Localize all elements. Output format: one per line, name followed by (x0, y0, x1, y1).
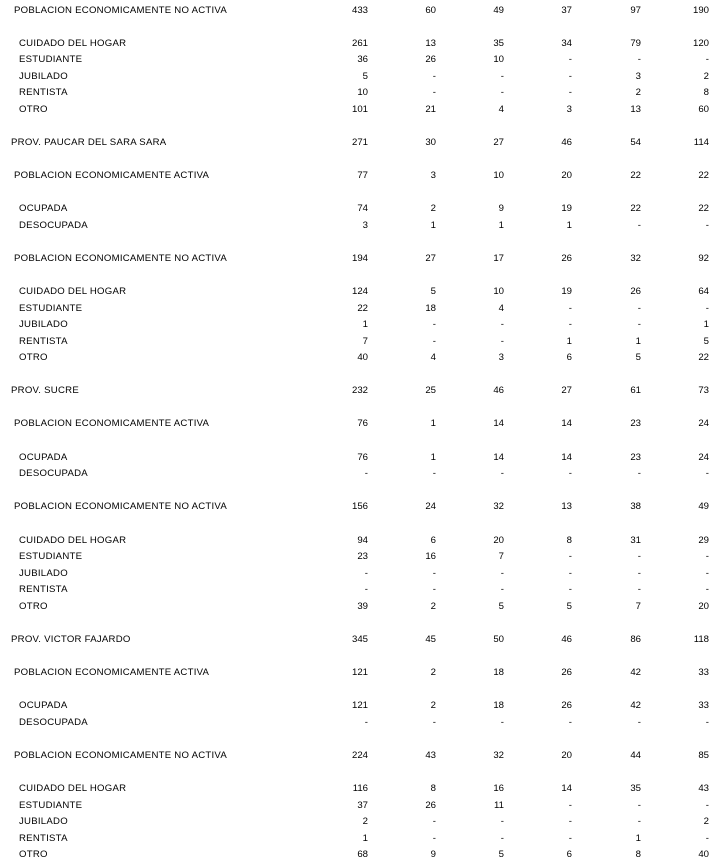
row-value-col-6: - (705, 54, 709, 65)
row-value-col-6: - (705, 800, 709, 811)
row-value-col-6: 49 (698, 501, 709, 512)
row-value-col-2: 18 (425, 303, 436, 314)
row-value-total-col: 345 (351, 634, 368, 645)
row-value-total-col: 116 (352, 783, 368, 794)
row-value-col-3: - (500, 816, 504, 827)
row-value-col-5: 2 (635, 87, 641, 98)
row-value-col-5: 31 (630, 535, 641, 546)
row-value-col-6: 190 (692, 5, 709, 16)
row-value-col-4: 13 (561, 501, 572, 512)
row-value-col-4: - (568, 568, 572, 579)
row-value-total-col: 124 (351, 286, 368, 297)
row-label: OTRO (19, 104, 48, 115)
row-value-col-5: 42 (630, 667, 641, 678)
row-value-col-6: - (705, 303, 709, 314)
row-value-col-6: 22 (698, 203, 709, 214)
table-row (0, 600, 712, 614)
row-value-col-5: 44 (630, 750, 641, 761)
row-value-col-2: 2 (430, 700, 436, 711)
row-value-col-3: 4 (498, 303, 504, 314)
row-value-col-4: - (568, 584, 572, 595)
row-value-col-5: - (637, 468, 641, 479)
row-value-col-5: - (637, 319, 641, 330)
row-value-col-4: 6 (566, 352, 572, 363)
row-value-total-col: 76 (357, 452, 368, 463)
row-value-col-5: 26 (630, 286, 641, 297)
row-value-col-6: 33 (698, 700, 709, 711)
row-value-col-6: 40 (698, 849, 709, 860)
row-value-col-4: 3 (566, 104, 572, 115)
row-value-total-col: 77 (357, 170, 368, 181)
table-row (0, 53, 712, 67)
row-value-col-5: 22 (630, 203, 641, 214)
row-label: OTRO (19, 849, 48, 860)
row-label: POBLACION ECONOMICAMENTE ACTIVA (14, 667, 210, 678)
row-label: PROV. VICTOR FAJARDO (11, 634, 131, 645)
row-value-col-4: - (568, 468, 572, 479)
row-value-col-6: 24 (698, 452, 709, 463)
row-value-col-2: - (432, 816, 436, 827)
table-row (0, 169, 712, 183)
row-value-col-5: 23 (630, 452, 641, 463)
row-value-col-2: 1 (430, 452, 436, 463)
table-row (0, 799, 712, 813)
row-value-col-2: 45 (425, 634, 436, 645)
row-value-total-col: - (364, 717, 368, 728)
row-label: RENTISTA (19, 87, 68, 98)
row-value-total-col: 156 (351, 501, 368, 512)
row-value-col-5: 61 (630, 385, 641, 396)
row-value-total-col: 36 (357, 54, 368, 65)
table-row (0, 815, 712, 829)
row-value-col-5: 13 (630, 104, 641, 115)
row-value-total-col: 40 (357, 352, 368, 363)
row-value-col-6: 22 (698, 170, 709, 181)
row-value-col-6: - (705, 717, 709, 728)
table-row (0, 699, 712, 713)
row-value-col-4: 14 (561, 418, 572, 429)
row-value-col-2: 26 (425, 54, 436, 65)
row-value-col-4: 27 (561, 385, 572, 396)
row-label: JUBILADO (19, 71, 68, 82)
row-value-total-col: 68 (357, 849, 368, 860)
row-value-col-5: - (637, 717, 641, 728)
row-value-col-5: - (637, 303, 641, 314)
row-value-col-5: - (637, 816, 641, 827)
row-value-col-6: 118 (693, 634, 709, 645)
row-label: CUIDADO DEL HOGAR (19, 783, 127, 794)
row-value-col-2: - (432, 336, 436, 347)
table-row (0, 749, 712, 763)
row-value-col-3: 50 (493, 634, 504, 645)
row-value-col-2: - (432, 584, 436, 595)
row-label: POBLACION ECONOMICAMENTE NO ACTIVA (14, 253, 228, 264)
row-value-total-col: 10 (357, 87, 368, 98)
row-value-col-3: 32 (493, 750, 504, 761)
row-value-col-2: 5 (430, 286, 436, 297)
row-value-col-2: - (432, 468, 436, 479)
row-value-col-3: 18 (493, 667, 504, 678)
row-value-col-6: - (705, 568, 709, 579)
row-value-col-6: 22 (698, 352, 709, 363)
row-value-col-3: 4 (498, 104, 504, 115)
row-value-col-2: 1 (430, 418, 436, 429)
table-row (0, 4, 712, 18)
row-value-col-4: 46 (561, 634, 572, 645)
row-value-col-6: 114 (693, 137, 709, 148)
row-value-col-5: 97 (630, 5, 641, 16)
row-value-col-5: 35 (630, 783, 641, 794)
table-row (0, 285, 712, 299)
row-label: DESOCUPADA (19, 468, 88, 479)
row-value-col-4: 37 (561, 5, 572, 16)
row-value-col-3: - (500, 833, 504, 844)
row-value-col-2: - (432, 568, 436, 579)
row-value-total-col: 94 (357, 535, 368, 546)
row-value-col-4: 6 (566, 849, 572, 860)
table-row (0, 86, 712, 100)
row-value-col-2: 2 (430, 667, 436, 678)
row-label: DESOCUPADA (19, 717, 88, 728)
row-value-col-5: 23 (630, 418, 641, 429)
row-label: ESTUDIANTE (19, 303, 83, 314)
row-value-col-5: 8 (635, 849, 641, 860)
row-value-col-4: 26 (561, 700, 572, 711)
row-value-col-3: - (500, 717, 504, 728)
row-value-col-5: - (637, 568, 641, 579)
row-value-total-col: 433 (351, 5, 368, 16)
row-value-col-5: 86 (630, 634, 641, 645)
row-value-total-col: 232 (351, 385, 368, 396)
row-value-col-2: 24 (425, 501, 436, 512)
row-value-col-6: 85 (698, 750, 709, 761)
row-value-col-5: - (637, 54, 641, 65)
table-row (0, 467, 712, 481)
row-value-col-3: 14 (493, 418, 504, 429)
row-value-col-6: 20 (698, 601, 709, 612)
table-row (0, 103, 712, 117)
row-value-col-5: 38 (630, 501, 641, 512)
row-value-col-5: 54 (630, 137, 641, 148)
row-value-col-3: 17 (493, 253, 504, 264)
row-value-col-5: 22 (630, 170, 641, 181)
row-value-total-col: 121 (351, 667, 368, 678)
row-value-col-6: 2 (703, 71, 709, 82)
row-value-total-col: 1 (362, 319, 368, 330)
row-label: PROV. SUCRE (11, 385, 79, 396)
row-value-col-5: 42 (630, 700, 641, 711)
row-value-col-6: 1 (703, 319, 709, 330)
row-label: RENTISTA (19, 833, 68, 844)
row-value-col-6: 64 (698, 286, 709, 297)
row-value-col-3: 10 (493, 170, 504, 181)
row-value-total-col: - (364, 568, 368, 579)
table-row (0, 417, 712, 431)
row-label: CUIDADO DEL HOGAR (19, 38, 127, 49)
row-value-total-col: 7 (362, 336, 368, 347)
row-value-total-col: 37 (357, 800, 368, 811)
row-label: JUBILADO (19, 816, 68, 827)
table-row (0, 252, 712, 266)
row-value-col-4: 5 (566, 601, 572, 612)
row-value-col-4: 20 (561, 170, 572, 181)
row-value-total-col: - (364, 584, 368, 595)
table-row (0, 219, 712, 233)
row-value-total-col: 101 (351, 104, 368, 115)
row-value-col-6: - (705, 220, 709, 231)
row-value-col-4: 34 (561, 38, 572, 49)
row-value-total-col: 271 (351, 137, 368, 148)
row-value-col-4: 14 (561, 452, 572, 463)
table-row (0, 583, 712, 597)
row-value-col-5: 32 (630, 253, 641, 264)
row-value-col-6: 2 (703, 816, 709, 827)
row-value-col-2: 26 (425, 800, 436, 811)
row-value-col-5: - (637, 584, 641, 595)
table-row (0, 782, 712, 796)
row-value-col-2: - (432, 319, 436, 330)
row-value-col-3: 1 (498, 220, 504, 231)
row-value-col-6: 73 (698, 385, 709, 396)
row-label: ESTUDIANTE (19, 551, 83, 562)
row-value-total-col: 5 (362, 71, 368, 82)
row-value-total-col: 261 (351, 38, 368, 49)
row-value-col-4: 19 (561, 286, 572, 297)
row-value-col-2: 8 (430, 783, 436, 794)
row-label: OCUPADA (19, 452, 68, 463)
row-label: POBLACION ECONOMICAMENTE NO ACTIVA (14, 750, 228, 761)
row-value-col-6: - (705, 551, 709, 562)
table-row (0, 302, 712, 316)
row-value-col-2: 60 (425, 5, 436, 16)
row-value-col-5: - (637, 800, 641, 811)
row-label: OTRO (19, 601, 48, 612)
row-value-col-4: 20 (561, 750, 572, 761)
row-value-col-4: - (568, 717, 572, 728)
row-value-col-6: 8 (703, 87, 709, 98)
row-value-col-3: - (500, 336, 504, 347)
row-value-total-col: 23 (357, 551, 368, 562)
row-label: PROV. PAUCAR DEL SARA SARA (11, 137, 167, 148)
row-value-col-6: 5 (703, 336, 709, 347)
row-value-col-4: - (568, 833, 572, 844)
row-value-col-4: - (568, 800, 572, 811)
row-value-col-2: 2 (430, 203, 436, 214)
row-value-col-3: 27 (493, 137, 504, 148)
table-row (0, 136, 712, 150)
row-value-col-3: 32 (493, 501, 504, 512)
row-value-col-2: 25 (425, 385, 436, 396)
row-value-col-3: - (500, 568, 504, 579)
row-value-col-3: - (500, 584, 504, 595)
table-row (0, 848, 712, 862)
row-value-col-2: 2 (430, 601, 436, 612)
row-value-col-4: 26 (561, 667, 572, 678)
table-row (0, 318, 712, 332)
row-value-col-6: - (705, 833, 709, 844)
row-label: ESTUDIANTE (19, 54, 83, 65)
table-row (0, 534, 712, 548)
row-value-col-3: 11 (494, 800, 504, 811)
row-value-col-3: 10 (493, 286, 504, 297)
row-value-col-3: 9 (498, 203, 504, 214)
row-value-col-4: - (568, 551, 572, 562)
row-value-col-3: 20 (493, 535, 504, 546)
row-value-col-4: 14 (561, 783, 572, 794)
row-value-col-4: - (568, 319, 572, 330)
table-row (0, 567, 712, 581)
row-value-col-6: - (705, 584, 709, 595)
row-value-col-6: 33 (698, 667, 709, 678)
row-value-col-3: - (500, 468, 504, 479)
row-value-col-3: 10 (493, 54, 504, 65)
row-value-col-5: 79 (630, 38, 641, 49)
row-value-col-4: - (568, 54, 572, 65)
table-row (0, 500, 712, 514)
row-value-col-4: - (568, 71, 572, 82)
row-label: POBLACION ECONOMICAMENTE NO ACTIVA (14, 501, 228, 512)
row-label: OCUPADA (19, 700, 68, 711)
row-value-col-2: 30 (425, 137, 436, 148)
table-row (0, 451, 712, 465)
row-value-col-5: - (637, 551, 641, 562)
row-value-col-4: 19 (561, 203, 572, 214)
row-value-col-3: - (500, 87, 504, 98)
table-row (0, 335, 712, 349)
table-row (0, 550, 712, 564)
row-value-col-3: 5 (498, 849, 504, 860)
row-value-col-4: 46 (561, 137, 572, 148)
row-value-col-4: - (568, 816, 572, 827)
row-value-total-col: 224 (351, 750, 368, 761)
row-value-col-3: 5 (498, 601, 504, 612)
row-value-total-col: 39 (357, 601, 368, 612)
row-label: DESOCUPADA (19, 220, 88, 231)
row-value-col-3: 3 (498, 352, 504, 363)
row-value-col-4: 8 (566, 535, 572, 546)
table-row (0, 832, 712, 846)
row-value-total-col: 76 (357, 418, 368, 429)
row-value-col-2: 27 (425, 253, 436, 264)
row-value-col-4: 1 (566, 220, 572, 231)
row-label: OTRO (19, 352, 48, 363)
row-value-col-3: 7 (498, 551, 504, 562)
row-value-col-2: 43 (425, 750, 436, 761)
row-value-col-2: 13 (425, 38, 436, 49)
row-value-col-2: 6 (430, 535, 436, 546)
row-value-total-col: - (364, 468, 368, 479)
row-value-col-3: 46 (493, 385, 504, 396)
row-value-col-6: 29 (698, 535, 709, 546)
row-value-col-6: 24 (698, 418, 709, 429)
row-value-col-2: 3 (430, 170, 436, 181)
row-value-col-2: 9 (430, 849, 436, 860)
row-value-col-6: - (705, 468, 709, 479)
table-row (0, 37, 712, 51)
row-value-col-2: - (432, 717, 436, 728)
row-value-col-4: - (568, 303, 572, 314)
row-label: RENTISTA (19, 336, 68, 347)
row-value-col-3: 18 (493, 700, 504, 711)
row-value-col-3: - (500, 319, 504, 330)
row-value-col-4: 1 (566, 336, 572, 347)
row-label: POBLACION ECONOMICAMENTE NO ACTIVA (14, 5, 228, 16)
row-value-total-col: 2 (362, 816, 368, 827)
row-value-col-6: 120 (692, 38, 709, 49)
row-label: POBLACION ECONOMICAMENTE ACTIVA (14, 170, 210, 181)
row-value-col-5: 1 (635, 336, 641, 347)
row-value-total-col: 22 (357, 303, 368, 314)
row-value-col-5: 7 (635, 601, 641, 612)
table-row (0, 202, 712, 216)
row-value-col-3: 14 (493, 452, 504, 463)
row-value-col-5: 5 (635, 352, 641, 363)
row-label: ESTUDIANTE (19, 800, 83, 811)
row-value-total-col: 194 (351, 253, 368, 264)
table-row (0, 716, 712, 730)
table-row (0, 384, 712, 398)
row-value-total-col: 3 (362, 220, 368, 231)
row-label: JUBILADO (19, 319, 68, 330)
row-value-col-2: - (432, 71, 436, 82)
row-value-total-col: 1 (362, 833, 368, 844)
row-value-col-2: - (432, 833, 436, 844)
row-value-col-3: 16 (493, 783, 504, 794)
row-value-total-col: 74 (357, 203, 368, 214)
row-value-col-5: 1 (635, 833, 641, 844)
row-value-total-col: 121 (351, 700, 368, 711)
row-value-col-4: 26 (561, 253, 572, 264)
row-value-col-3: - (500, 71, 504, 82)
row-value-col-6: 60 (698, 104, 709, 115)
row-label: POBLACION ECONOMICAMENTE ACTIVA (14, 418, 210, 429)
table-row (0, 666, 712, 680)
table-row (0, 70, 712, 84)
row-value-col-2: - (432, 87, 436, 98)
row-value-col-2: 21 (425, 104, 436, 115)
row-label: CUIDADO DEL HOGAR (19, 286, 127, 297)
row-value-col-6: 43 (698, 783, 709, 794)
row-value-col-3: 35 (493, 38, 504, 49)
row-value-col-2: 1 (430, 220, 436, 231)
row-label: OCUPADA (19, 203, 68, 214)
row-value-col-5: - (637, 220, 641, 231)
row-value-col-6: 92 (698, 253, 709, 264)
table-row (0, 633, 712, 647)
row-label: RENTISTA (19, 584, 68, 595)
row-value-col-3: 49 (493, 5, 504, 16)
table-row (0, 351, 712, 365)
row-value-col-2: 4 (430, 352, 436, 363)
row-label: CUIDADO DEL HOGAR (19, 535, 127, 546)
row-value-col-4: - (568, 87, 572, 98)
row-value-col-5: 3 (635, 71, 641, 82)
row-label: JUBILADO (19, 568, 68, 579)
row-value-col-2: 16 (425, 551, 436, 562)
